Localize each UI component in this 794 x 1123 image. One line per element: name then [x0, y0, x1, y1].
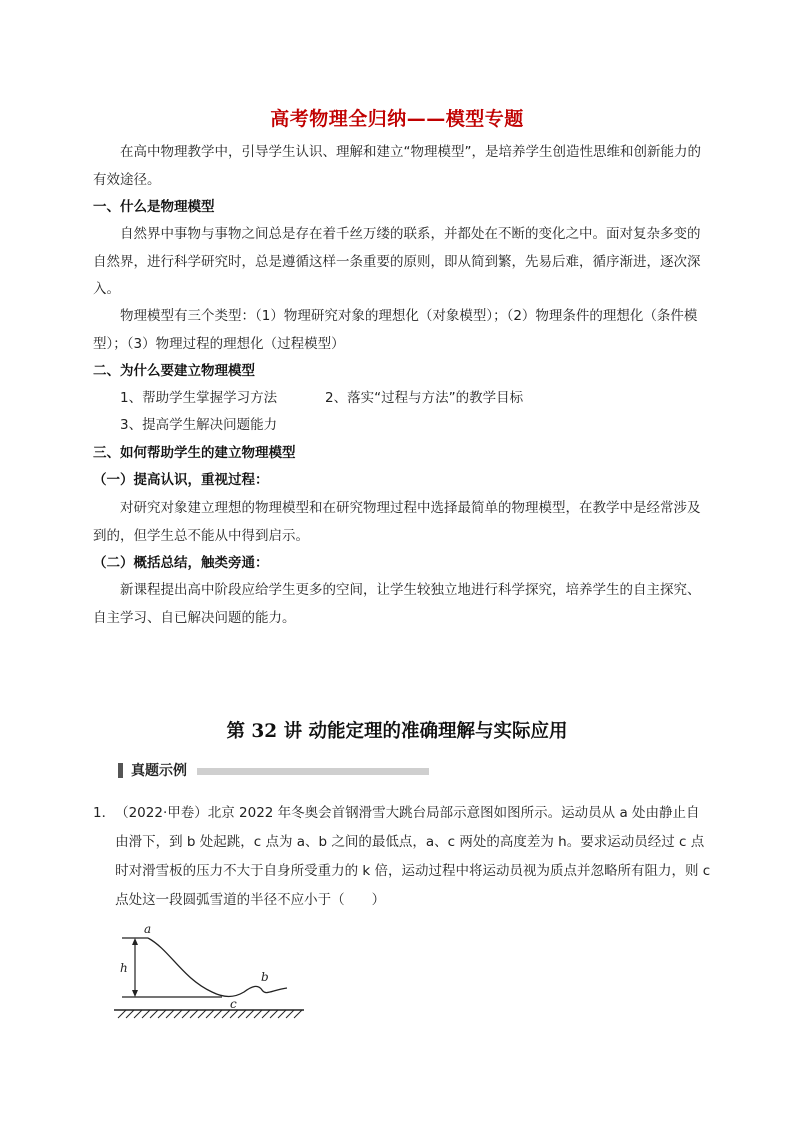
height-arrow-head-up: [132, 938, 138, 945]
ski-slope-figure: [112, 920, 312, 1029]
label-c: c: [230, 997, 237, 1011]
section-label: 真题示例: [131, 763, 187, 779]
label-a: a: [144, 922, 152, 936]
section-2-heading: 二、为什么要建立物理模型: [93, 363, 255, 379]
section-3-paragraph-1: 对研究对象建立理想的物理模型和在研究物理过程中选择最简单的物理模型，在教学中是经常涉及到的，但学生总不能从中得到启示。: [93, 500, 701, 544]
slope-curve: [148, 938, 287, 997]
question-1: [93, 799, 713, 915]
section-2-item-3: 3、提高学生解决问题能力: [120, 417, 278, 433]
section-marker: [118, 763, 123, 778]
section-2-items-row: [93, 385, 705, 413]
section-divider-bar: [197, 768, 429, 775]
label-b: b: [261, 970, 269, 984]
intro-paragraph: 在高中物理教学中，引导学生认识、理解和建立“物理模型”，是培养学生创造性思维和创新能力的有效途径。: [93, 144, 701, 188]
section-2-item-2: 2、落实“过程与方法”的教学目标: [325, 390, 524, 406]
label-h: h: [120, 961, 128, 975]
section-3-paragraph-2: 新课程提出高中阶段应给学生更多的空间，让学生较独立地进行科学探究，培养学生的自主探究、自主学习、自已解决问题的能力。: [93, 582, 701, 626]
question-text: （2022·甲卷）北京 2022 年冬奥会首钢滑雪大跳台局部示意图如图所示。运动员从 a 处由静止自由滑下，到 b 处起跳，c 点为 a、b 之间的最低点，a、c 两处的高度差为 h。要求运动员经过 c 点时对滑雪板的压力不大于自身所受重力的 k 倍，运动过程中将运动员视为质点并忽略所有阻力，则 c 点处这一段圆弧雪道的半径不应小于（ ）: [115, 805, 711, 908]
ski-slope-diagram: [112, 920, 312, 1025]
section-label-bar: [118, 760, 429, 780]
section-1-paragraph-1: 自然界中事物与事物之间总是存在着千丝万缕的联系，并都处在不断的变化之中。面对复杂多变的自然界，进行科学研究时，总是遵循这样一条重要的原则，即从简到繁，先易后难，循序渐进，逐次深入。: [93, 226, 701, 297]
question-number: 1．: [93, 805, 116, 821]
section-2-item-1: 1、帮助学生掌握学习方法: [120, 390, 278, 406]
ground-hatching: [118, 1010, 302, 1018]
section-3-heading: 三、如何帮助学生的建立物理模型: [93, 445, 296, 461]
lecture-title: 第 32 讲 动能定理的准确理解与实际应用: [226, 721, 568, 742]
question-row: [93, 799, 713, 915]
page-title: 高考物理全归纳——模型专题: [270, 108, 524, 130]
height-arrow-head-down: [132, 990, 138, 997]
section-3-sub-2: （二）概括总结，触类旁通：: [93, 555, 269, 571]
section-1-paragraph-2: 物理模型有三个类型：（1）物理研究对象的理想化（对象模型）；（2）物理条件的理想化（条件模型）；（3）物理过程的理想化（过程模型）: [93, 308, 698, 352]
section-1-heading: 一、什么是物理模型: [93, 199, 215, 215]
section-3-sub-1: （一）提高认识，重视过程：: [93, 472, 269, 488]
